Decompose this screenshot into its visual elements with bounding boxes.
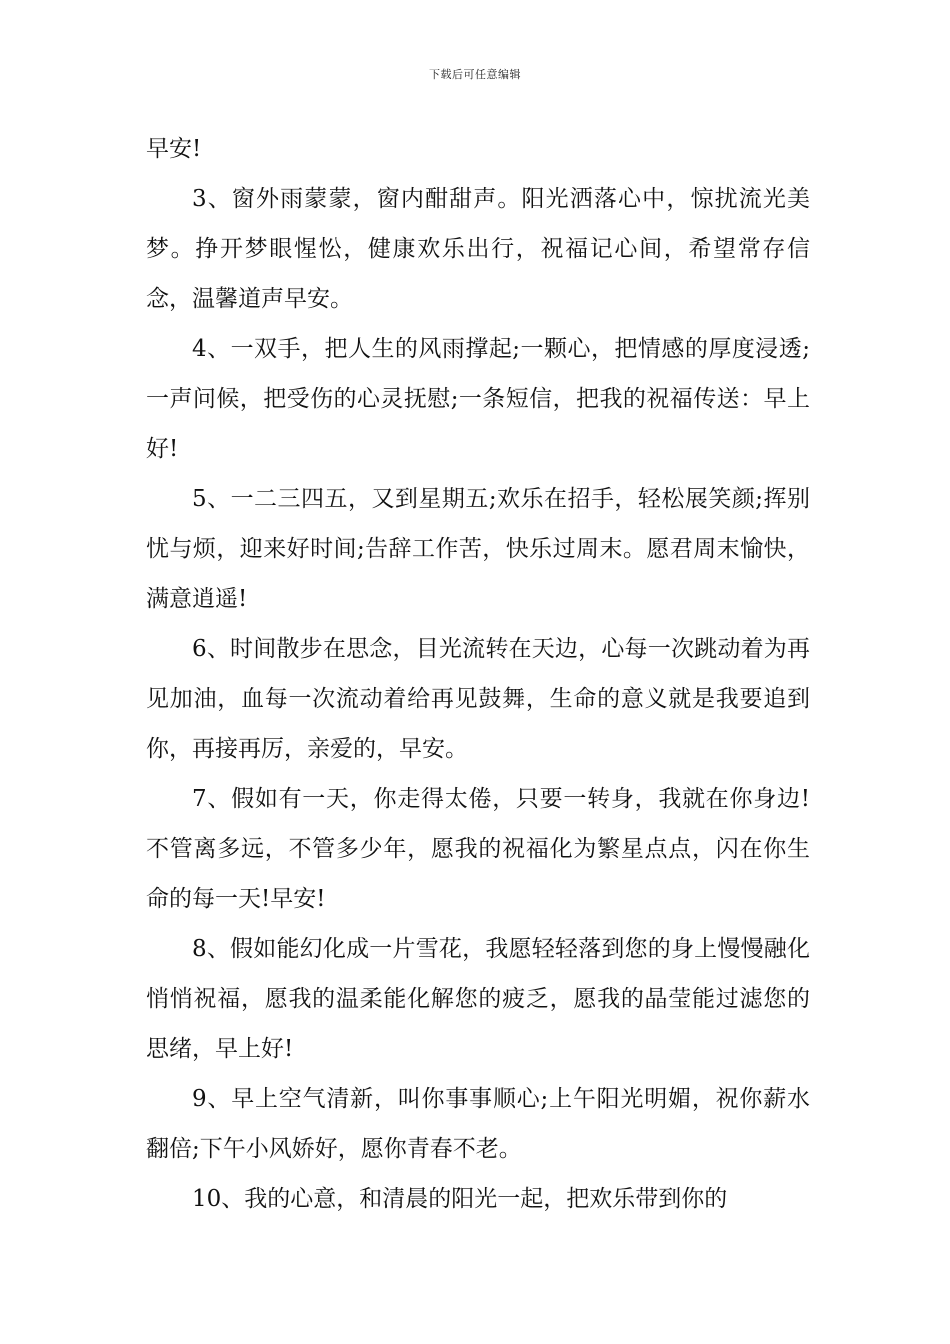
paragraph-item-4: 4、一双手，把人生的风雨撑起;一颗心，把情感的厚度浸透;一声问候，把受伤的心灵抚慰;一条短信，把我的祝福传送：早上好! xyxy=(146,336,810,462)
paragraph-item-8: 8、假如能幻化成一片雪花，我愿轻轻落到您的身上慢慢融化悄悄祝福，愿我的温柔能化解您的疲乏，愿我的晶莹能过滤您的思绪，早上好! xyxy=(146,936,810,1062)
paragraph-continuation: 早安! xyxy=(146,136,202,162)
paragraph-item-5: 5、一二三四五，又到星期五;欢乐在招手，轻松展笑颜;挥别忧与烦，迎来好时间;告辞工作苦，快乐过周末。愿君周末愉快，满意逍遥! xyxy=(146,486,810,612)
page-header-note: 下载后可任意编辑 xyxy=(429,68,521,81)
document-body xyxy=(146,124,810,1224)
paragraph-item-3: 3、窗外雨蒙蒙，窗内酣甜声。阳光洒落心中，惊扰流光美梦。挣开梦眼惺忪，健康欢乐出行，祝福记心间，希望常存信念，温馨道声早安。 xyxy=(146,186,810,312)
paragraph-item-10: 10、我的心意，和清晨的阳光一起，把欢乐带到你的 xyxy=(192,1186,728,1212)
paragraph-item-6: 6、时间散步在思念，目光流转在天边，心每一次跳动着为再见加油，血每一次流动着给再见鼓舞，生命的意义就是我要追到你，再接再厉，亲爱的，早安。 xyxy=(146,636,810,762)
paragraph-item-9: 9、早上空气清新，叫你事事顺心;上午阳光明媚，祝你薪水翻倍;下午小风娇好，愿你青春不老。 xyxy=(146,1086,810,1162)
paragraph-item-7: 7、假如有一天，你走得太倦，只要一转身，我就在你身边!不管离多远，不管多少年，愿我的祝福化为繁星点点，闪在你生命的每一天!早安! xyxy=(146,786,810,912)
